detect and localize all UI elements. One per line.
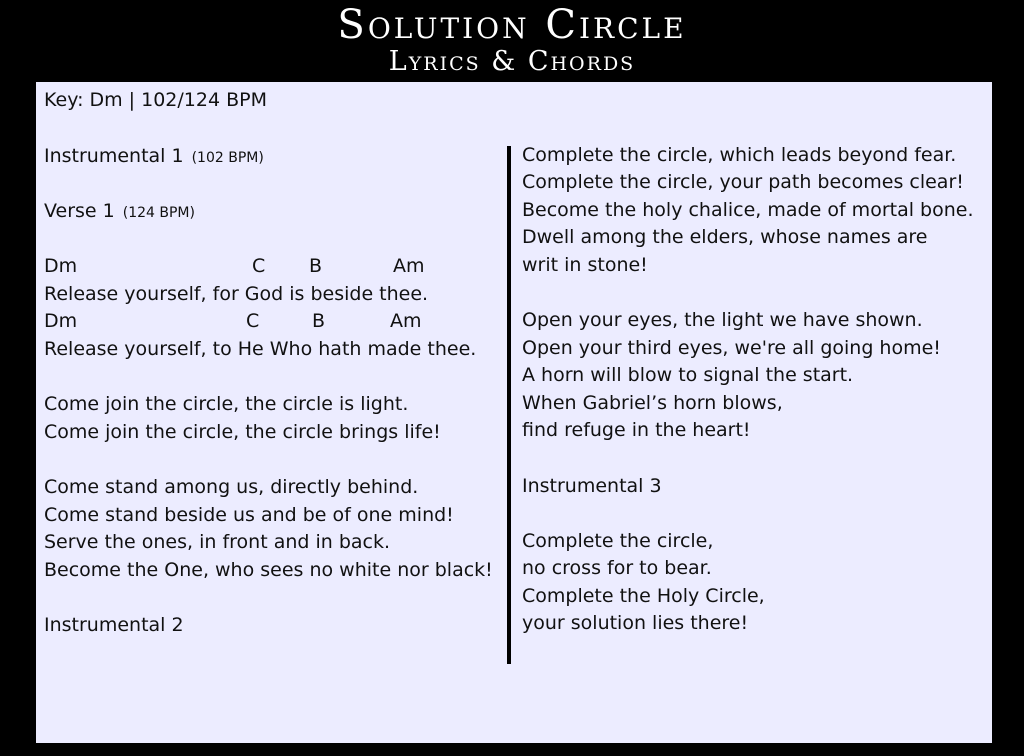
chord: B: [312, 310, 326, 332]
lyrics-sheet: [36, 82, 992, 743]
page-header: [0, 0, 1024, 82]
key-line: Key: Dm | 102/124 BPM: [44, 89, 267, 111]
section-verse-1: [44, 197, 195, 227]
section-bpm: (102 BPM): [191, 150, 264, 166]
chord: Dm: [44, 310, 78, 332]
section-instrumental-1: [44, 142, 264, 172]
chord-line-2: [44, 307, 504, 335]
lyric-line: Release yourself, for God is beside thee.: [44, 283, 429, 305]
lyric-line: Complete the Holy Circle,: [522, 585, 765, 607]
chord: Am: [393, 255, 425, 277]
song-subtitle: Lyrics & Chords: [388, 46, 636, 77]
lyric-line: writ in stone!: [522, 254, 648, 276]
lyric-line: Complete the circle, which leads beyond fear.: [522, 144, 957, 166]
chord-line-1: [44, 252, 504, 280]
lyric-line: Complete the circle, your path becomes clear!: [522, 171, 964, 193]
lyric-line: Come stand beside us and be of one mind!: [44, 504, 454, 526]
lyric-line: Become the One, who sees no white nor black!: [44, 559, 493, 581]
section-instrumental-3: Instrumental 3: [522, 475, 662, 497]
lyric-line: Dwell among the elders, whose names are: [522, 226, 928, 248]
lyric-line: When Gabriel’s horn blows,: [522, 392, 783, 414]
lyric-line: Release yourself, to He Who hath made thee.: [44, 338, 477, 360]
lyric-line: A horn will blow to signal the start.: [522, 364, 854, 386]
lyric-line: Come stand among us, directly behind.: [44, 476, 419, 498]
chord: C: [246, 310, 260, 332]
chord: C: [252, 255, 266, 277]
lyric-line: Open your eyes, the light we have shown.: [522, 309, 923, 331]
lyric-line: Come join the circle, the circle brings life!: [44, 421, 441, 443]
lyric-line: Come join the circle, the circle is light.: [44, 393, 409, 415]
section-bpm: (124 BPM): [122, 205, 195, 221]
lyric-line: Become the holy chalice, made of mortal bone.: [522, 199, 974, 221]
lyric-line: no cross for to bear.: [522, 557, 712, 579]
lyric-line: Serve the ones, in front and in back.: [44, 531, 391, 553]
chord: B: [309, 255, 323, 277]
section-label: Verse 1: [44, 200, 115, 222]
lyric-line: your solution lies there!: [522, 612, 749, 634]
song-title: Solution Circle: [337, 2, 687, 48]
lyric-line: Open your third eyes, we're all going home!: [522, 337, 941, 359]
chord: Am: [390, 310, 422, 332]
column-divider: [507, 146, 511, 664]
chord: Dm: [44, 255, 78, 277]
section-instrumental-2: Instrumental 2: [44, 614, 184, 636]
section-label: Instrumental 1: [44, 145, 184, 167]
lyric-line: find refuge in the heart!: [522, 419, 751, 441]
lyric-line: Complete the circle,: [522, 530, 714, 552]
